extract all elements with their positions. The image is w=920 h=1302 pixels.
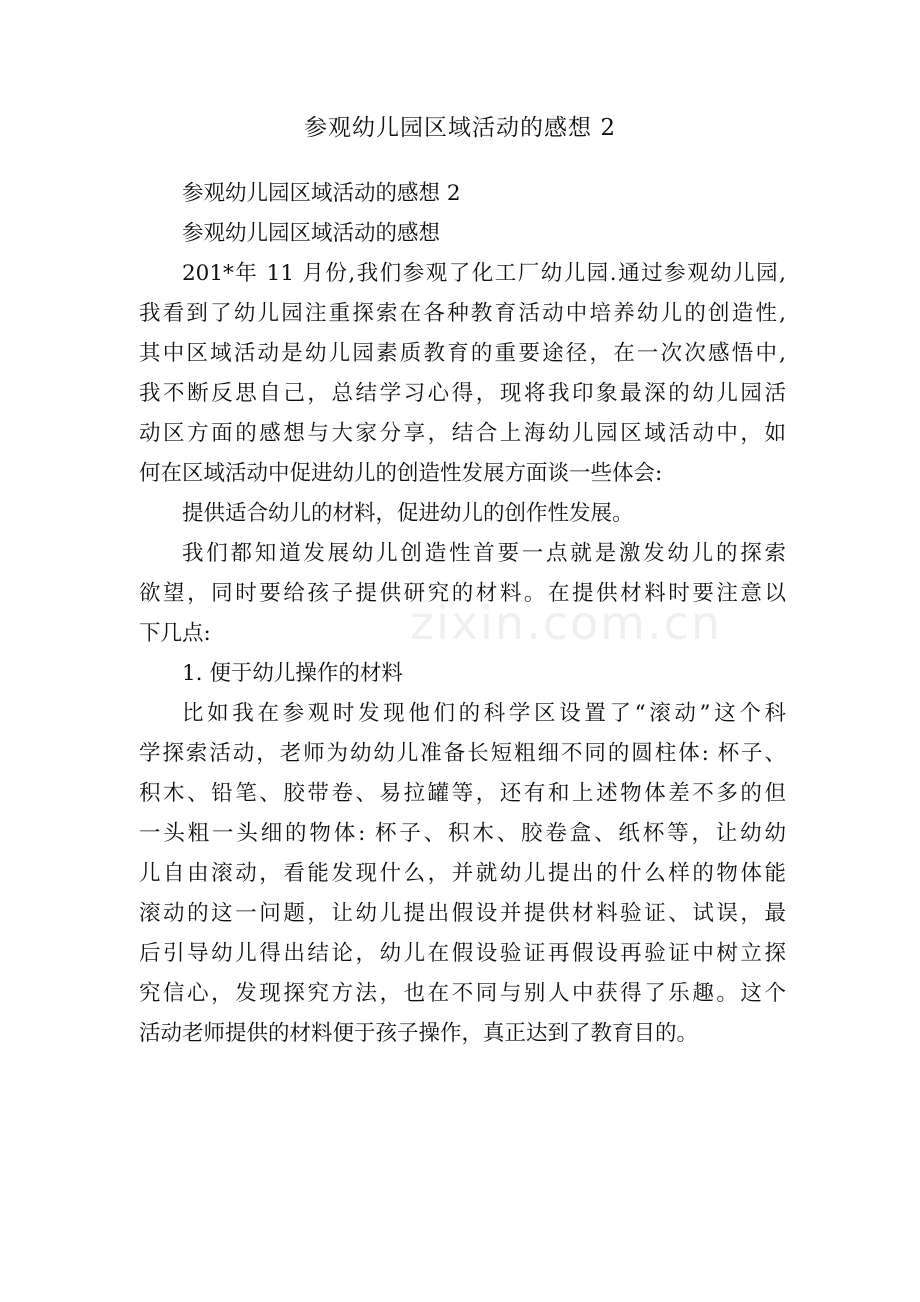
paragraph-line: 我们都知道发展幼儿创造性首要一点就是激发幼儿的探索 <box>182 541 786 566</box>
paragraph-line: 后引导幼儿得出结论，幼儿在假设验证再假设再验证中树立探 <box>139 941 786 966</box>
paragraph-line: 参观幼儿园区域活动的感想 <box>182 221 441 246</box>
paragraph-line: 何在区域活动中促进幼儿的创造性发展方面谈一些体会: <box>139 461 663 486</box>
paragraph-line: 欲望，同时要给孩子提供研究的材料。在提供材料时要注意以 <box>139 581 786 606</box>
paragraph-line: 1. 便于幼儿操作的材料 <box>182 661 403 686</box>
paragraph-line: 究信心，发现探究方法，也在不同与别人中获得了乐趣。这个 <box>139 981 786 1006</box>
paragraph <box>139 534 786 654</box>
paragraph <box>139 214 786 254</box>
watermark-text: zixin.com.cn <box>410 596 723 650</box>
paragraph-line: 下几点: <box>139 621 211 646</box>
paragraph-line: 动区方面的感想与大家分享，结合上海幼儿园区域活动中，如 <box>139 421 786 446</box>
paragraph <box>139 174 786 214</box>
paragraph-line: 参观幼儿园区域活动的感想 2 <box>182 181 461 206</box>
paragraph-line: 滚动的这一问题，让幼儿提出假设并提供材料验证、试误，最 <box>139 901 786 926</box>
paragraph-line: 儿自由滚动，看能发现什么，并就幼儿提出的什么样的物体能 <box>139 861 786 886</box>
paragraph-line: 其中区域活动是幼儿园素质教育的重要途径，在一次次感悟中, <box>139 341 786 366</box>
document-title: 参观幼儿园区域活动的感想 2 <box>304 115 616 141</box>
paragraph-line: 比如我在参观时发现他们的科学区设置了“滚动”这个科 <box>182 701 786 726</box>
document-body <box>139 174 786 1054</box>
paragraph <box>139 694 786 1054</box>
paragraph-line: 我不断反思自己，总结学习心得，现将我印象最深的幼儿园活 <box>139 381 786 406</box>
paragraph-line: 积木、铅笔、胶带卷、易拉罐等，还有和上述物体差不多的但 <box>139 781 786 806</box>
paragraph-line: 活动老师提供的材料便于孩子操作，真正达到了教育目的。 <box>139 1021 699 1046</box>
paragraph <box>139 494 786 534</box>
paragraph <box>139 254 786 494</box>
paragraph-line: 学探索活动，老师为幼幼儿准备长短粗细不同的圆柱体: 杯子、 <box>139 741 786 766</box>
paragraph-line: 一头粗一头细的物体: 杯子、积木、胶卷盒、纸杯等，让幼幼 <box>139 821 786 846</box>
paragraph-line: 201*年 11 月份,我们参观了化工厂幼儿园.通过参观幼儿园, <box>182 261 786 286</box>
paragraph <box>139 654 786 694</box>
paragraph-line: 我看到了幼儿园注重探索在各种教育活动中培养幼儿的创造性, <box>139 301 786 326</box>
paragraph-line: 提供适合幼儿的材料，促进幼儿的创作性发展。 <box>182 501 634 526</box>
